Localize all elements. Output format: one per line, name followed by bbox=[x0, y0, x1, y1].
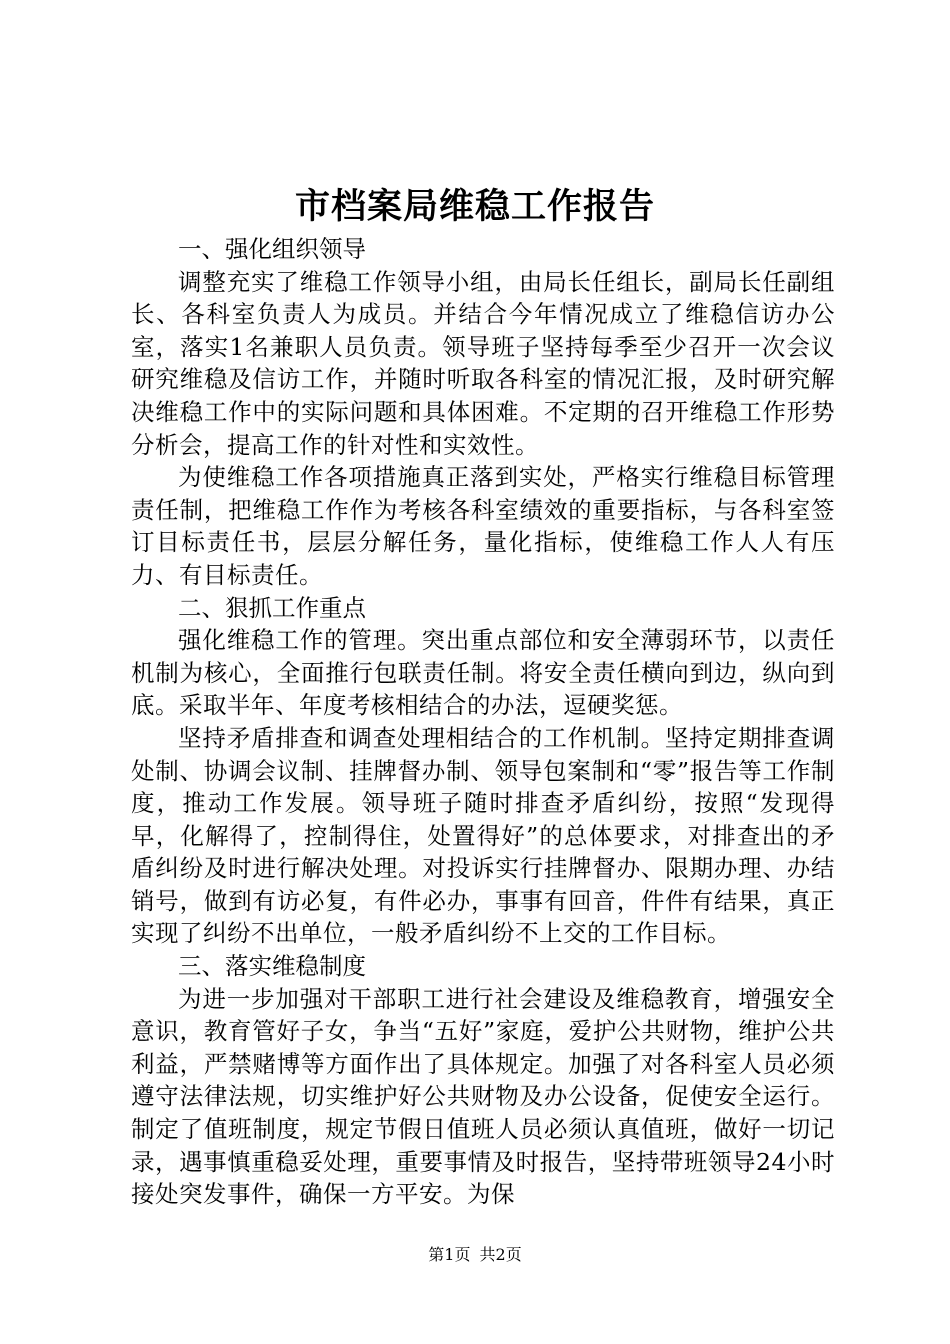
page-title: 市档案局维稳工作报告 bbox=[294, 186, 655, 227]
section-heading: 二、狠抓工作重点 bbox=[178, 593, 366, 622]
paragraph: 为使维稳工作各项措施真正落到实处，严格实行维稳目标管理责任制，把维稳工作作为考核各科室绩效的重要指标，与各科室签订目标责任书，层层分解任务，量化指标，使维稳工作人人有压力、有目标责任。 bbox=[131, 463, 835, 589]
page-footer: 第1页 共2页 bbox=[428, 1245, 522, 1264]
paragraph: 调整充实了维稳工作领导小组，由局长任组长，副局长任副组长、各科室负责人为成员。并结合今年情况成立了维稳信访办公室，落实1名兼职人员负责。领导班子坚持每季至少召开一次会议研究维稳及信访工作，并随时听取各科室的情况汇报，及时研究解决维稳工作中的实际问题和具体困难。不定期的召开维稳工作形势分析会，提高工作的针对性和实效性。 bbox=[131, 267, 835, 459]
paragraph: 强化维稳工作的管理。突出重点部位和安全薄弱环节，以责任机制为核心，全面推行包联责任制。将安全责任横向到边，纵向到底。采取半年、年度考核相结合的办法，逗硬奖惩。 bbox=[131, 626, 835, 720]
section-heading: 一、强化组织领导 bbox=[178, 235, 366, 263]
document-body bbox=[131, 233, 835, 1211]
paragraph: 为进一步加强对干部职工进行社会建设及维稳教育，增强安全意识，教育管好子女，争当“五好”家庭，爱护公共财物，维护公共利益，严禁赌博等方面作出了具体规定。加强了对各科室人员必须遵守法律法规，切实维护好公共财物及办公设备，促使安全运行。制定了值班制度，规定节假日值班人员必须认真值班，做好一切记录，遇事慎重稳妥处理，重要事情及时报告，坚持带班领导24小时接处突发事件，确保一方平安。为保 bbox=[131, 984, 835, 1209]
paragraph: 坚持矛盾排查和调查处理相结合的工作机制。坚持定期排查调处制、协调会议制、挂牌督办制、领导包案制和“零”报告等工作制度，推动工作发展。领导班子随时排查矛盾纠纷，按照“发现得早，化解得了，控制得住，处置得好”的总体要求，对排查出的矛盾纠纷及时进行解决处理。对投诉实行挂牌督办、限期办理、办结销号，做到有访必复，有件必办，事事有回音，件件有结果，真正实现了纠纷不出单位，一般矛盾纠纷不上交的工作目标。 bbox=[131, 723, 835, 948]
section-heading: 三、落实维稳制度 bbox=[178, 952, 366, 981]
